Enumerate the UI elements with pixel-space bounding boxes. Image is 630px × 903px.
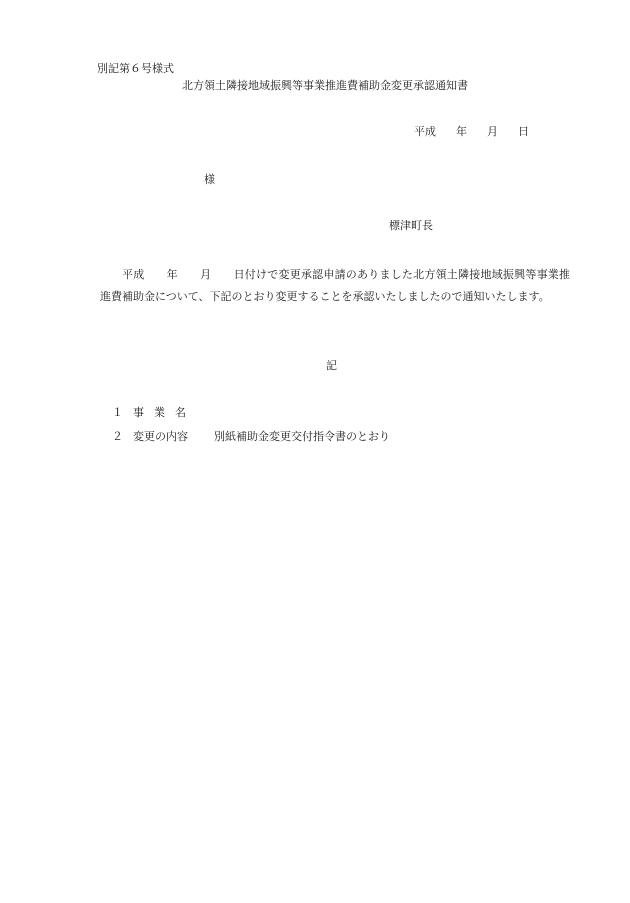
issuer: 標津町長 xyxy=(389,219,433,232)
list-item xyxy=(112,405,222,421)
date-day: 日 xyxy=(518,125,529,138)
item-number: ２ xyxy=(112,430,123,443)
item-value: 別紙補助金変更交付指令書のとおり xyxy=(214,430,390,443)
ki-heading: 記 xyxy=(326,359,337,372)
date-line xyxy=(414,124,529,140)
item-number: １ xyxy=(112,406,123,419)
body-month: 月 xyxy=(199,268,212,281)
date-era: 平成 xyxy=(414,125,436,138)
body-era: 平成 xyxy=(122,268,145,281)
document-title: 北方領土隣接地域振興等事業推進費補助金変更承認通知書 xyxy=(182,79,468,92)
body-text: 日付けで変更承認申請のありました北方領土隣接地域振興等事業推進費補助金について、下記のとおり変更することを承認いたしましたので通知いたします。 xyxy=(100,268,571,303)
date-year: 年 xyxy=(456,125,467,138)
form-number: 別記第６号様式 xyxy=(97,62,174,75)
body-paragraph xyxy=(100,264,570,308)
addressee: 様 xyxy=(204,173,215,186)
date-month: 月 xyxy=(487,125,498,138)
body-year: 年 xyxy=(166,268,178,281)
list-item xyxy=(112,429,390,445)
item-label: 事業名 xyxy=(133,406,196,419)
item-label: 変更の内容 xyxy=(133,430,188,443)
